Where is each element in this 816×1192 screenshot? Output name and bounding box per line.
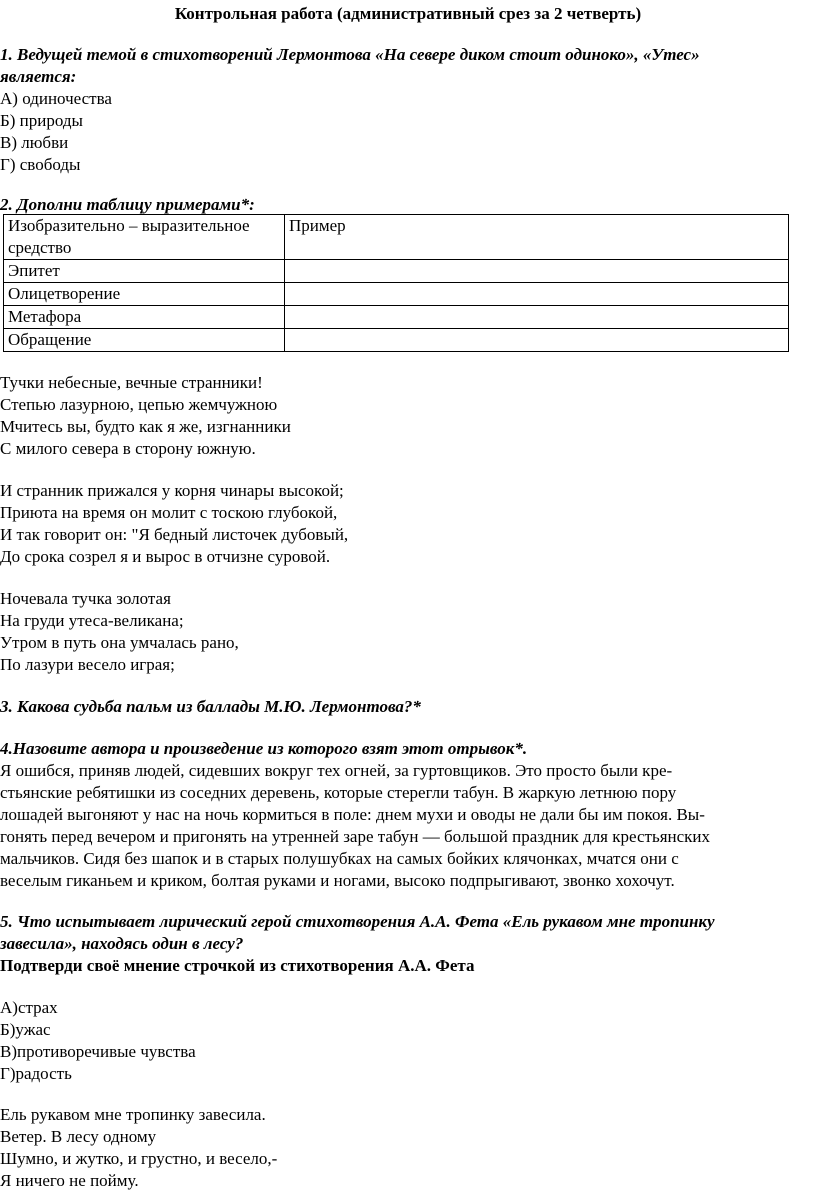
- q1-question-line2: является:: [0, 67, 77, 86]
- stanza1-line: Мчитесь вы, будто как я же, изгнанники: [0, 417, 291, 436]
- table-header-device: [4, 215, 285, 260]
- stanza1-line: Тучки небесные, вечные странники!: [0, 373, 263, 392]
- q5-poem-line: Шумно, и жутко, и грустно, и весело,-: [0, 1149, 278, 1168]
- q5-poem-line: Я ничего не пойму.: [0, 1171, 139, 1190]
- q4-passage-line: Я ошибся, приняв людей, сидевших вокруг тех огней, за гуртовщиков. Это просто были кре-: [0, 761, 673, 780]
- q5-question-line2: завесила», находясь один в лесу?: [0, 934, 244, 953]
- q1-option: А) одиночества: [0, 89, 112, 108]
- table-cell-device: Эпитет: [4, 260, 285, 283]
- q5-option: Г)радость: [0, 1064, 72, 1083]
- table-row: [4, 306, 789, 329]
- table-cell-device: Обращение: [4, 329, 285, 352]
- q5-instruction: Подтверди своё мнение строчкой из стихотворения А.А. Фета: [0, 956, 475, 975]
- table-cell-example-input[interactable]: [285, 260, 789, 283]
- q5-question-line1: 5. Что испытывает лирический герой стихотворения А.А. Фета «Ель рукавом мне тропинку: [0, 912, 715, 931]
- q1-question-line1: 1. Ведущей темой в стихотворений Лермонтова «На севере диком стоит одиноко», «Утес»: [0, 45, 700, 64]
- table-cell-example-input[interactable]: [285, 306, 789, 329]
- stanza2-line: И странник прижался у корня чинары высокой;: [0, 481, 344, 500]
- q4-passage-line: стьянские ребятишки из соседних деревень, которые стерегли табун. В жаркую летнюю пору: [0, 783, 677, 802]
- table-header-device-line1: Изобразительно – выразительное: [8, 216, 250, 235]
- stanza3-line: Утром в путь она умчалась рано,: [0, 633, 239, 652]
- table-cell-device: Метафора: [4, 306, 285, 329]
- q4-passage-line: гонять перед вечером и пригонять на утренней заре табун — большой праздник для крестьянских: [0, 827, 711, 846]
- table-row: [4, 283, 789, 306]
- q5-option: А)страх: [0, 998, 58, 1017]
- stanza2-line: До срока созрел я и вырос в отчизне суровой.: [0, 547, 331, 566]
- stanza1-line: Степью лазурною, цепью жемчужною: [0, 395, 278, 414]
- stanza1-line: С милого севера в сторону южную.: [0, 439, 256, 458]
- stanza3-line: Ночевала тучка золотая: [0, 589, 171, 608]
- q5-poem-line: Ветер. В лесу одному: [0, 1127, 157, 1146]
- q2-question: 2. Дополни таблицу примерами*:: [0, 195, 255, 214]
- devices-table: [3, 214, 789, 352]
- q5-option: Б)ужас: [0, 1020, 51, 1039]
- table-row: [4, 260, 789, 283]
- table-cell-device: Олицетворение: [4, 283, 285, 306]
- table-cell-example-input[interactable]: [285, 329, 789, 352]
- stanza3-line: По лазури весело играя;: [0, 655, 175, 674]
- stanza2-line: Приюта на время он молит с тоскою глубокой,: [0, 503, 338, 522]
- q4-question: 4.Назовите автора и произведение из которого взят этот отрывок*.: [0, 739, 528, 758]
- table-header-device-line2: средство: [8, 238, 72, 257]
- q1-option: Г) свободы: [0, 155, 81, 174]
- page-title: Контрольная работа (административный срез за 2 четверть): [174, 4, 642, 23]
- q5-option: В)противоречивые чувства: [0, 1042, 196, 1061]
- stanza3-line: На груди утеса-великана;: [0, 611, 184, 630]
- q5-poem-line: Ель рукавом мне тропинку завесила.: [0, 1105, 266, 1124]
- q4-passage-line: мальчиков. Сидя без шапок и в старых полушубках на самых бойких клячонках, мчатся они с: [0, 849, 679, 868]
- table-cell-example-input[interactable]: [285, 283, 789, 306]
- q4-passage-line: лошадей выгоняют у нас на ночь кормиться в поле: днем мухи и оводы не дали бы им покоя. Вы-: [0, 805, 705, 824]
- table-header-example: Пример: [285, 215, 789, 260]
- q3-question: 3. Какова судьба пальм из баллады М.Ю. Лермонтова?*: [0, 697, 421, 716]
- stanza2-line: И так говорит он: "Я бедный листочек дубовый,: [0, 525, 349, 544]
- table-header-row: [4, 215, 789, 260]
- q4-passage-line: веселым гиканьем и криком, болтая руками и ногами, высоко подпрыгивают, звонко хохочут.: [0, 871, 675, 890]
- table-row: [4, 329, 789, 352]
- q1-option: Б) природы: [0, 111, 83, 130]
- q1-option: В) любви: [0, 133, 69, 152]
